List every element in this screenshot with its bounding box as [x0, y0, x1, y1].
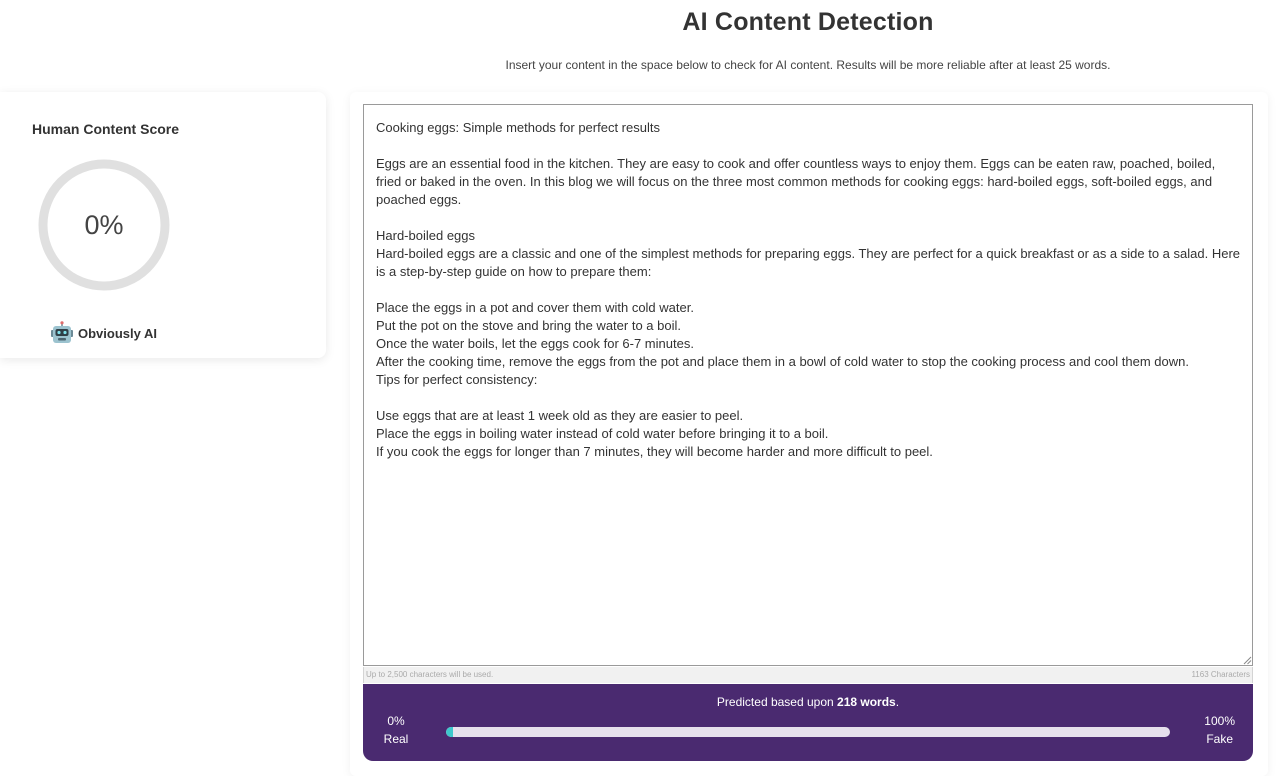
fake-label: Fake: [1206, 732, 1233, 746]
word-count: 218 words: [837, 695, 896, 709]
prediction-suffix: .: [895, 695, 900, 709]
robot-icon: [50, 321, 74, 345]
verdict: [50, 321, 157, 345]
real-percentage: 0%: [387, 714, 405, 728]
page-subtitle: Insert your content in the space below to check for AI content. Results will be more reliable after at least 25 words.: [505, 58, 1111, 72]
real-fake-meter: [446, 727, 1170, 737]
character-count: 1163 Characters: [1191, 670, 1250, 679]
score-value: 0%: [84, 210, 124, 240]
resize-handle-icon[interactable]: [1243, 656, 1252, 665]
meter-fill: [446, 727, 453, 737]
helper-bar: [363, 667, 1253, 683]
prediction-prefix: Predicted based upon: [716, 695, 838, 709]
content-input[interactable]: [363, 104, 1253, 666]
real-label: Real: [383, 732, 409, 746]
fake-percentage: 100%: [1204, 714, 1235, 728]
score-card: [0, 92, 326, 358]
score-title: Human Content Score: [32, 121, 180, 137]
prediction-text: [363, 695, 1253, 709]
verdict-label: Obviously AI: [78, 325, 157, 341]
character-limit-note: Up to 2,500 characters will be used.: [366, 670, 494, 679]
page-title: AI Content Detection: [682, 8, 934, 36]
result-bar: [363, 684, 1253, 761]
